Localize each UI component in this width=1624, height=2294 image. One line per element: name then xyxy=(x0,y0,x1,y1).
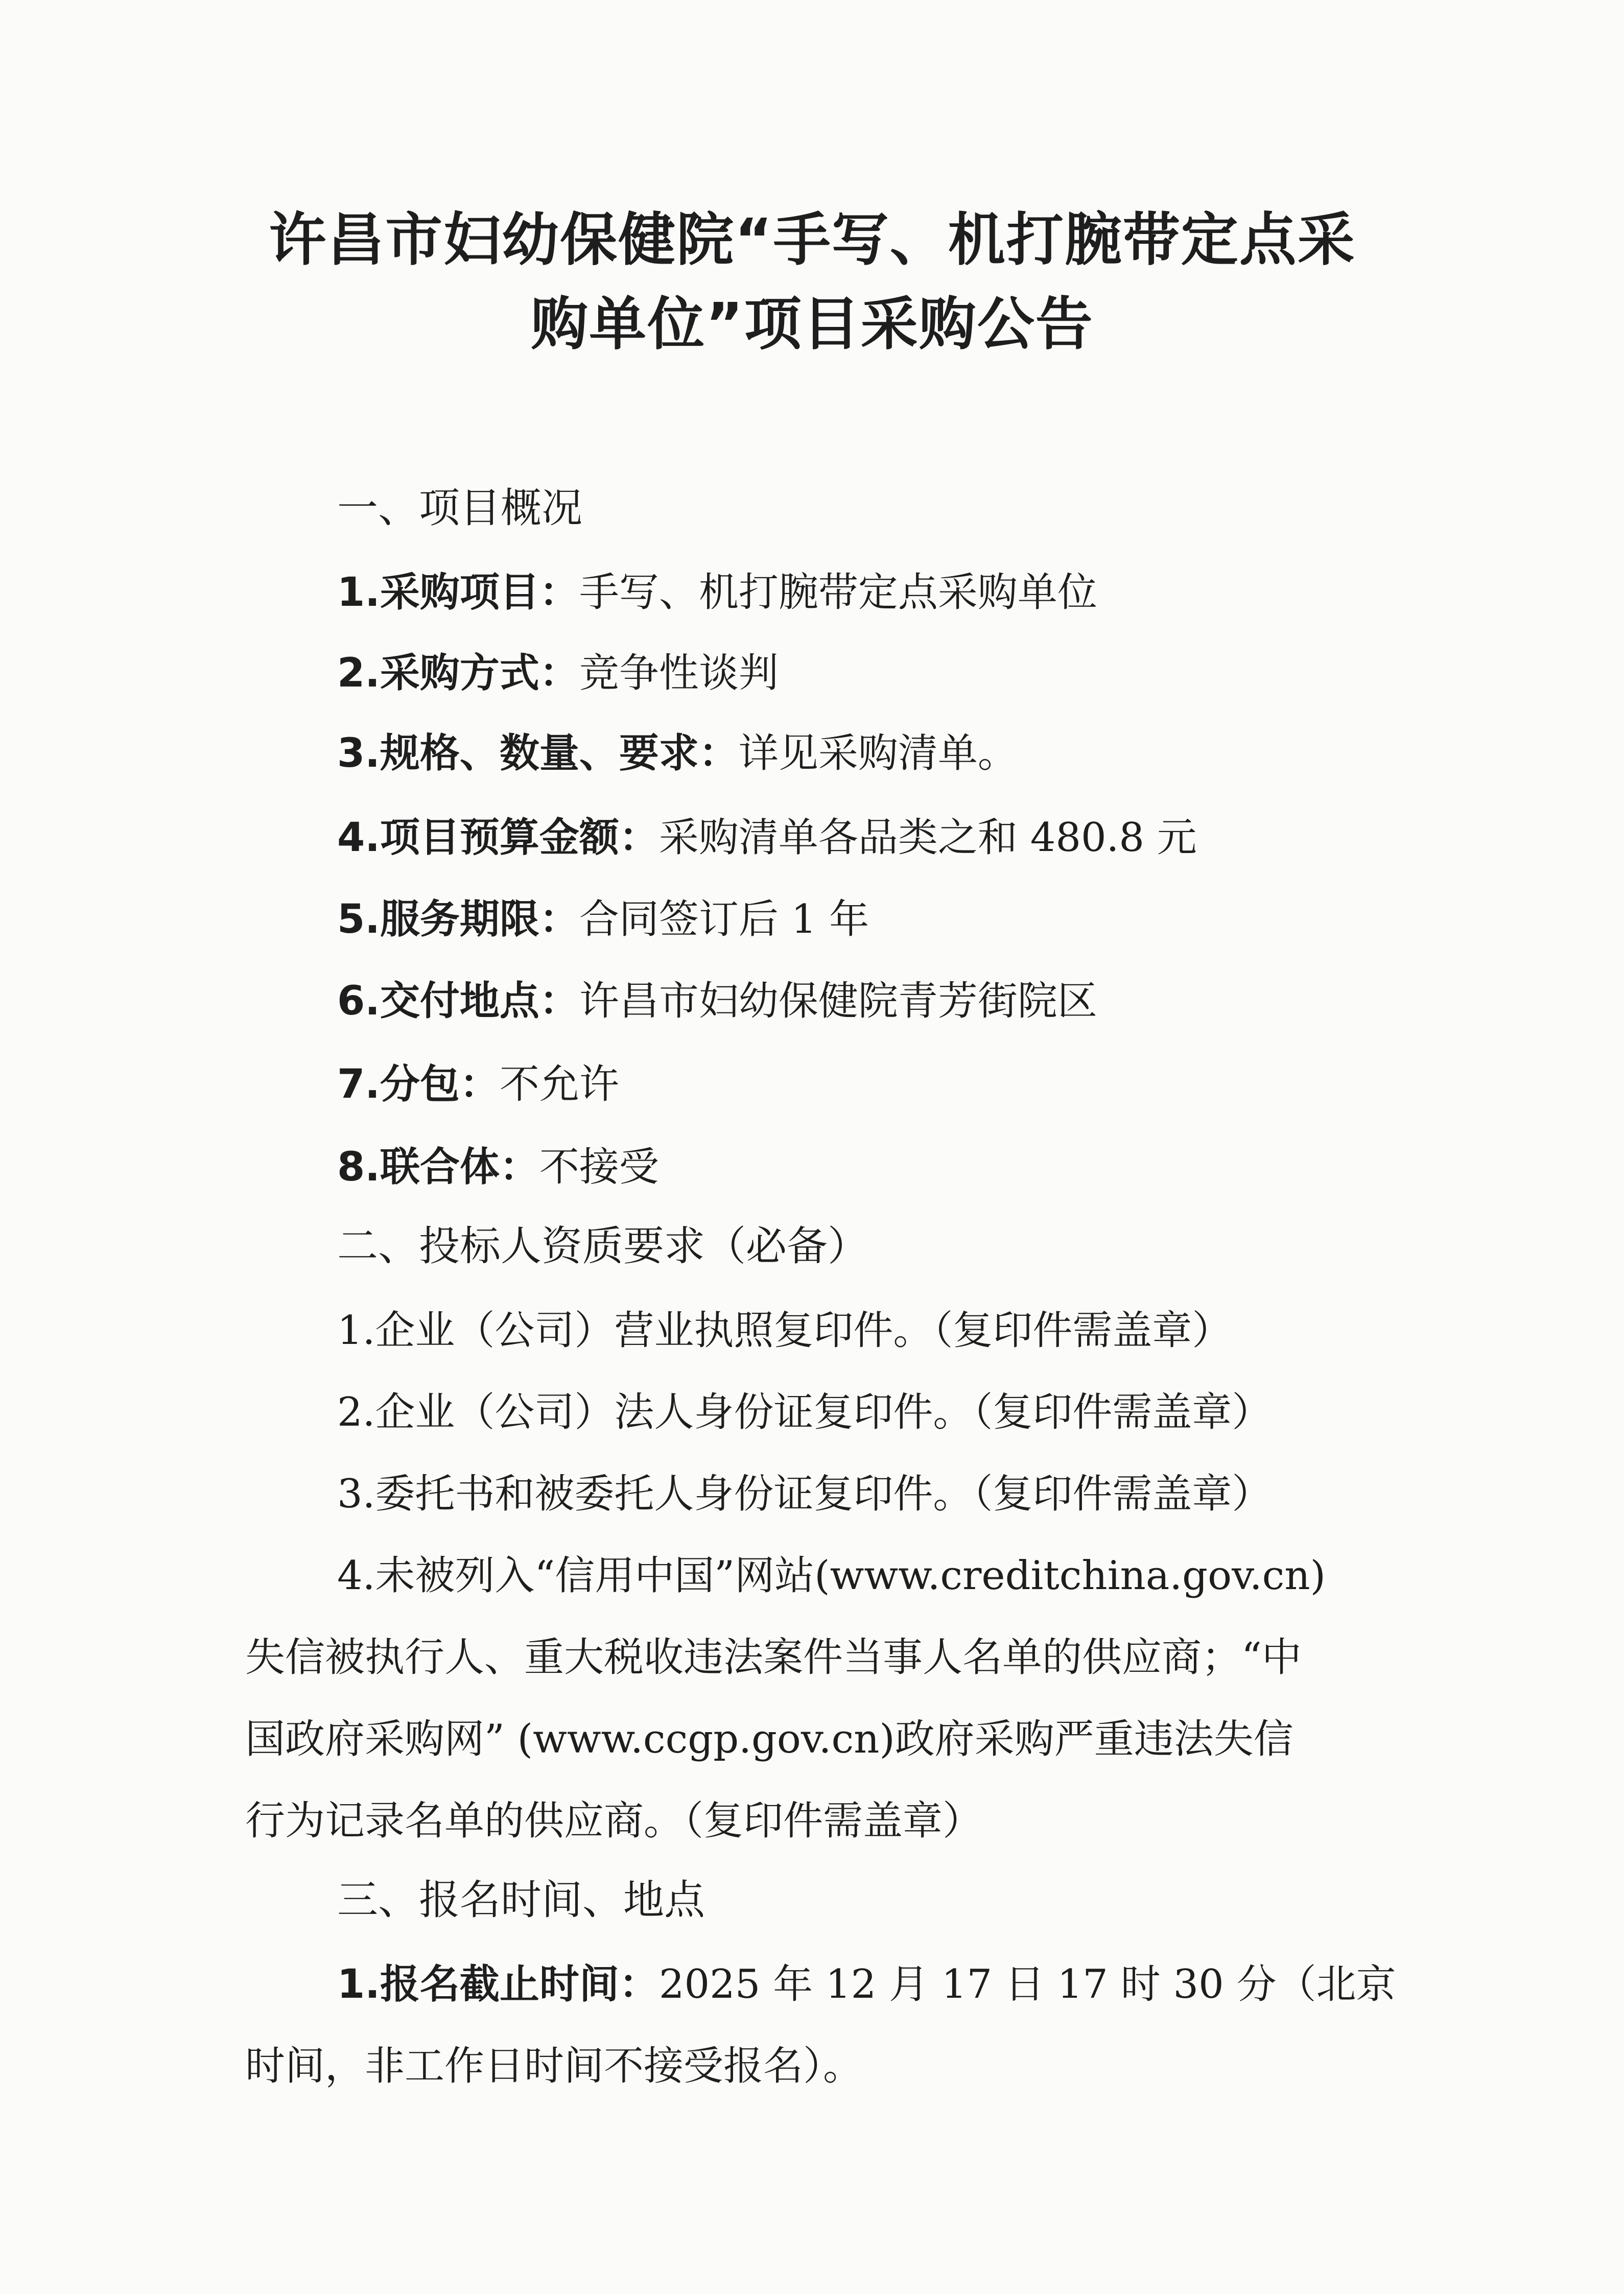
item-label: 5.服务期限： xyxy=(337,896,579,942)
section-1-heading: 一、项目概况 xyxy=(337,484,582,532)
item-value: 详见采购清单。 xyxy=(738,730,1018,776)
item-label: 6.交付地点： xyxy=(337,978,579,1024)
item-label: 8.联合体： xyxy=(337,1144,539,1190)
section-2-item-4-line-3: 国政府采购网” (www.ccgp.gov.cn)政府采购严重违法失信 xyxy=(245,1716,1293,1762)
item-label: 3.规格、数量、要求： xyxy=(337,730,739,776)
item-value: 不允许 xyxy=(499,1061,619,1107)
section-3-item-1 xyxy=(337,1956,1396,2013)
item-label: 2.采购方式： xyxy=(337,650,579,696)
document-title-line-1: 许昌市妇幼保健院“手写、机打腕带定点采 xyxy=(269,207,1356,273)
section-1-item-4 xyxy=(337,810,1197,866)
section-2-item-4-line-1: 4.未被列入“信用中国”网站(www.creditchina.gov.cn) xyxy=(337,1553,1326,1599)
section-2-item-2: 2.企业（公司）法人身份证复印件。（复印件需盖章） xyxy=(337,1389,1272,1435)
item-value: 2025 年 12 月 17 日 17 时 30 分（北京 xyxy=(658,1961,1396,2007)
section-2-item-4-line-2: 失信被执行人、重大税收违法案件当事人名单的供应商；“中 xyxy=(245,1635,1302,1681)
section-1-item-6 xyxy=(337,973,1097,1029)
section-1-item-7 xyxy=(337,1056,619,1113)
section-1-item-5 xyxy=(337,891,869,948)
item-label: 1.采购项目： xyxy=(337,570,579,616)
item-value: 不接受 xyxy=(539,1144,659,1190)
section-1-item-1 xyxy=(337,564,1097,621)
item-value: 采购清单各品类之和 480.8 元 xyxy=(658,815,1197,861)
item-label: 4.项目预算金额： xyxy=(337,815,659,861)
item-value: 手写、机打腕带定点采购单位 xyxy=(579,570,1097,616)
section-1-item-8 xyxy=(337,1139,659,1195)
section-2-item-3: 3.委托书和被委托人身份证复印件。（复印件需盖章） xyxy=(337,1471,1272,1517)
section-2-heading: 二、投标人资质要求（必备） xyxy=(337,1222,868,1270)
section-2-item-1: 1.企业（公司）营业执照复印件。（复印件需盖章） xyxy=(337,1308,1232,1354)
item-label: 7.分包： xyxy=(337,1061,500,1107)
document-title-line-2: 购单位”项目采购公告 xyxy=(531,291,1094,358)
section-1-item-2 xyxy=(337,645,779,701)
section-3-heading: 三、报名时间、地点 xyxy=(337,1876,705,1924)
section-3-item-1-line-2: 时间，非工作日时间不接受报名）。 xyxy=(245,2043,863,2089)
section-2-item-4-line-4: 行为记录名单的供应商。（复印件需盖章） xyxy=(245,1798,983,1844)
item-value: 竞争性谈判 xyxy=(579,650,779,696)
item-label: 1.报名截止时间： xyxy=(337,1961,659,2007)
item-value: 合同签订后 1 年 xyxy=(579,896,869,942)
section-1-item-3 xyxy=(337,725,1018,782)
item-value: 许昌市妇幼保健院青芳街院区 xyxy=(579,978,1097,1024)
